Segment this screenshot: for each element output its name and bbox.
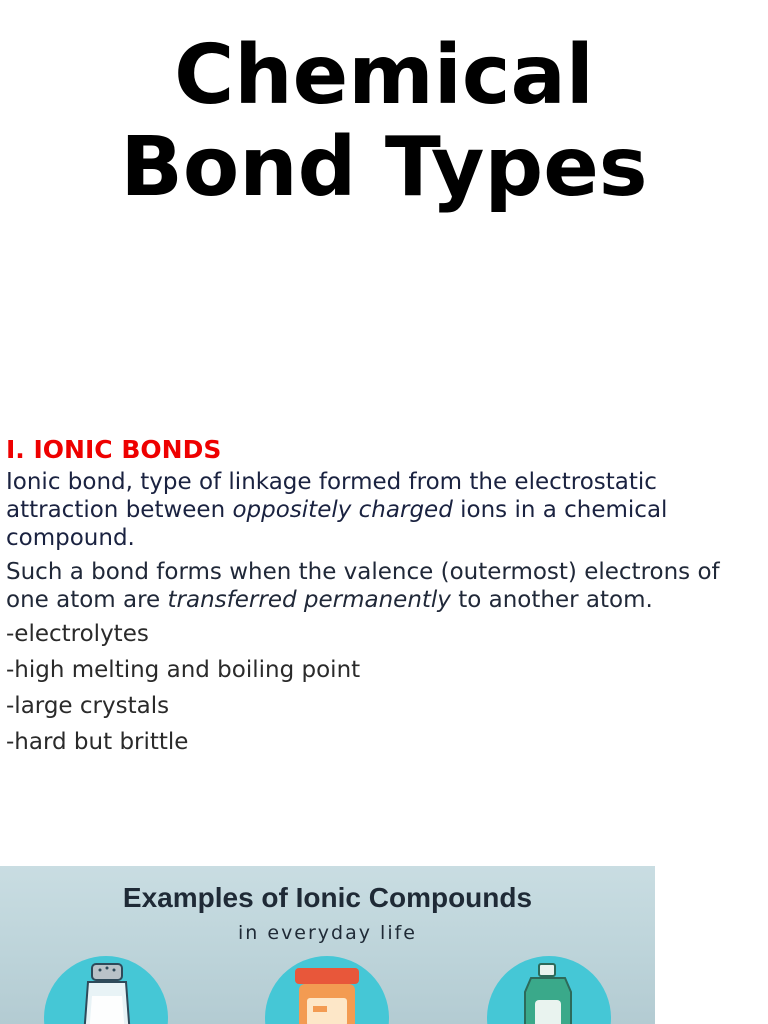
page-title (0, 30, 768, 214)
ionic-formation (6, 558, 756, 614)
bleach-bottle-icon (487, 956, 611, 1024)
definition-emphasis: oppositely charged (232, 497, 453, 523)
ionic-bonds-section (6, 432, 756, 764)
list-item: -electrolytes (6, 621, 149, 647)
definition-text-start: Ionic bond, type of linkage formed from the electrostatic attraction between (6, 469, 657, 523)
list-item: -hard but brittle (6, 729, 189, 755)
salt-shaker-icon (44, 956, 168, 1024)
section-heading: I. IONIC BONDS (6, 435, 222, 464)
formation-text-start: Such a bond forms when the valence (outermost) electrons of one atom are (6, 559, 720, 613)
pill-bottle-icon (265, 956, 389, 1024)
properties-list (6, 620, 756, 756)
formation-text-end: to another atom. (450, 587, 653, 613)
title-line-1: Chemical (174, 28, 594, 123)
infographic-subtitle: in everyday life (238, 922, 417, 944)
list-item: -large crystals (6, 693, 170, 719)
title-line-2: Bond Types (120, 120, 648, 215)
list-item: -high melting and boiling point (6, 657, 361, 683)
infographic-title: Examples of Ionic Compounds (122, 882, 533, 913)
ionic-compounds-infographic (0, 866, 655, 1024)
ionic-definition (6, 468, 756, 552)
formation-emphasis: transferred permanently (167, 587, 451, 613)
definition-text-end: ions in a chemical compound. (6, 497, 668, 551)
